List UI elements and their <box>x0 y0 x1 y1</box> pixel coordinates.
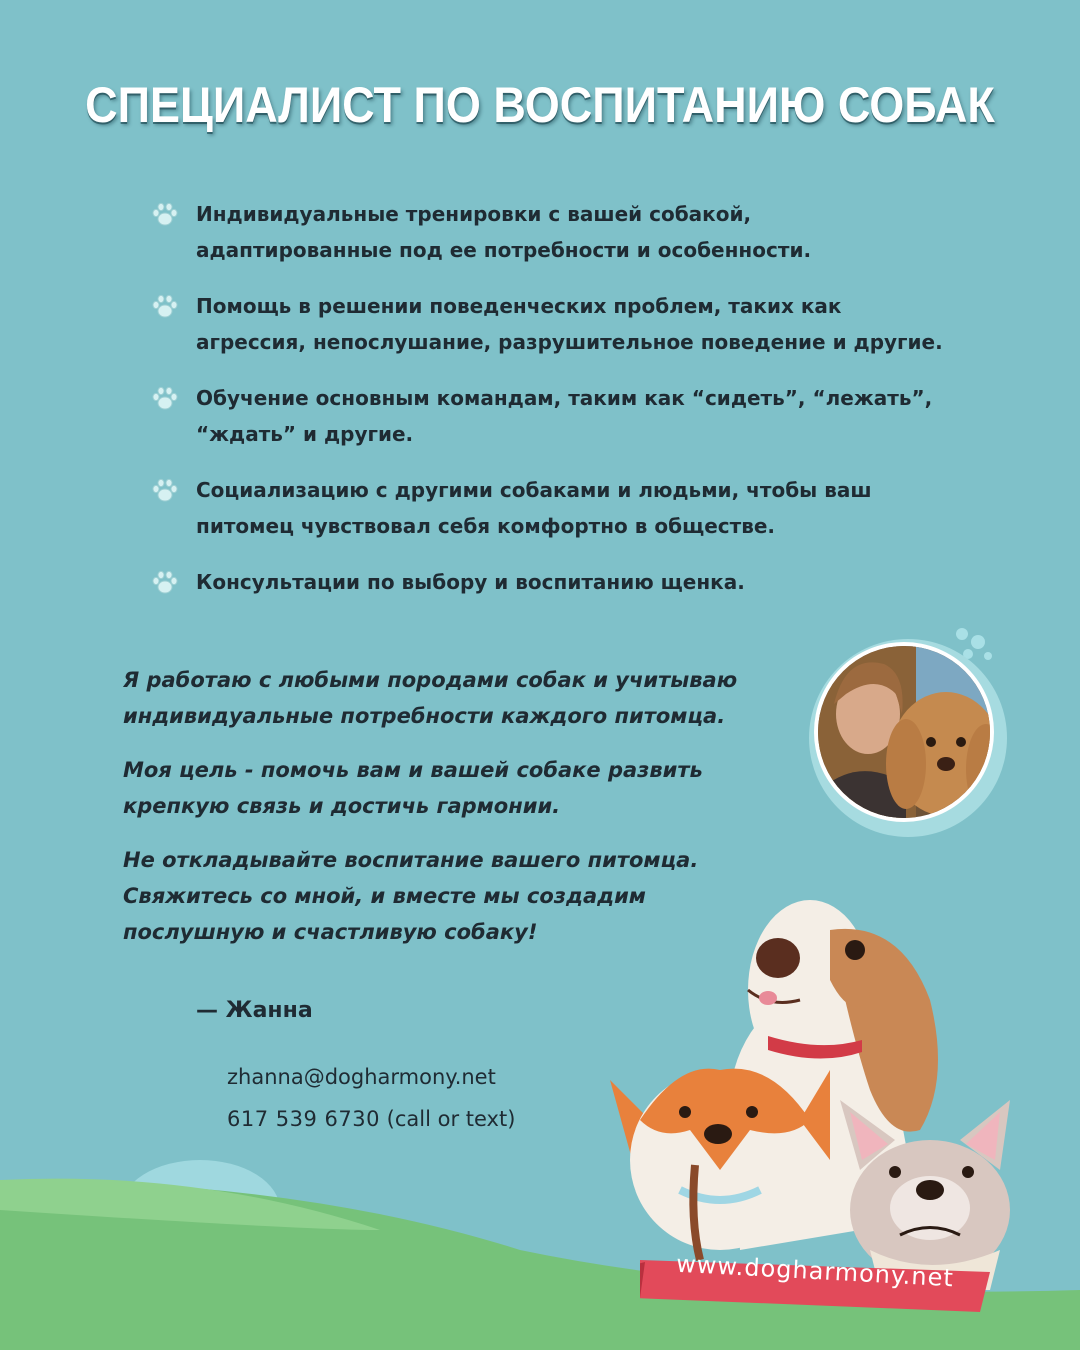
paw-icon <box>150 202 180 228</box>
paw-icon <box>150 294 180 320</box>
intro-line: Не откладывайте воспитание вашего питомца. <box>123 848 699 872</box>
email-link[interactable]: zhanna@dogharmony.net <box>227 1065 496 1089</box>
page-title: СПЕЦИАЛИСТ ПО ВОСПИТАНИЮ СОБАК <box>85 77 995 133</box>
service-text-line: агрессия, непослушание, разрушительное поведение и другие. <box>196 330 943 354</box>
service-text-line: Обучение основным командам, таким как “сидеть”, “лежать”, <box>196 386 933 410</box>
services-list <box>150 196 1050 620</box>
website-url[interactable]: www.dogharmony.net <box>675 1249 955 1293</box>
intro-line: послушную и счастливую собаку! <box>123 920 538 944</box>
intro-paragraph <box>123 752 783 824</box>
service-item <box>150 564 1050 600</box>
intro-line: крепкую связь и достичь гармонии. <box>123 794 561 818</box>
service-text-line: Консультации по выбору и воспитанию щенка. <box>196 570 745 594</box>
contact-info <box>227 1056 515 1140</box>
paw-icon <box>150 570 180 596</box>
service-text-line: Помощь в решении поведенческих проблем, таких как <box>196 294 842 318</box>
service-text-line: питомец чувствовал себя комфортно в обществе. <box>196 514 776 538</box>
service-text-line: адаптированные под ее потребности и особенности. <box>196 238 812 262</box>
phone-note: (call or text) <box>386 1107 516 1131</box>
trainer-photo <box>806 634 1010 838</box>
paw-icon <box>150 478 180 504</box>
service-item <box>150 472 1050 544</box>
intro-line: Свяжитесь со мной, и вместе мы создадим <box>123 884 646 908</box>
phone-line <box>227 1098 515 1140</box>
service-text-line: Индивидуальные тренировки с вашей собакой, <box>196 202 752 226</box>
intro-paragraph <box>123 662 783 734</box>
service-item <box>150 380 1050 452</box>
service-text-line: Социализацию с другими собаками и людьми, чтобы ваш <box>196 478 872 502</box>
service-text-line: “ждать” и другие. <box>196 422 414 446</box>
intro-line: Моя цель - помочь вам и вашей собаке развить <box>123 758 703 782</box>
phone-number[interactable]: 617 539 6730 <box>227 1107 380 1131</box>
paw-icon <box>150 386 180 412</box>
service-item <box>150 196 1050 268</box>
intro-line: Я работаю с любыми породами собак и учитываю <box>123 668 738 692</box>
intro-line: индивидуальные потребности каждого питомца. <box>123 704 726 728</box>
service-item <box>150 288 1050 360</box>
dogs-illustration <box>600 890 1040 1310</box>
signature: — Жанна <box>196 998 313 1023</box>
